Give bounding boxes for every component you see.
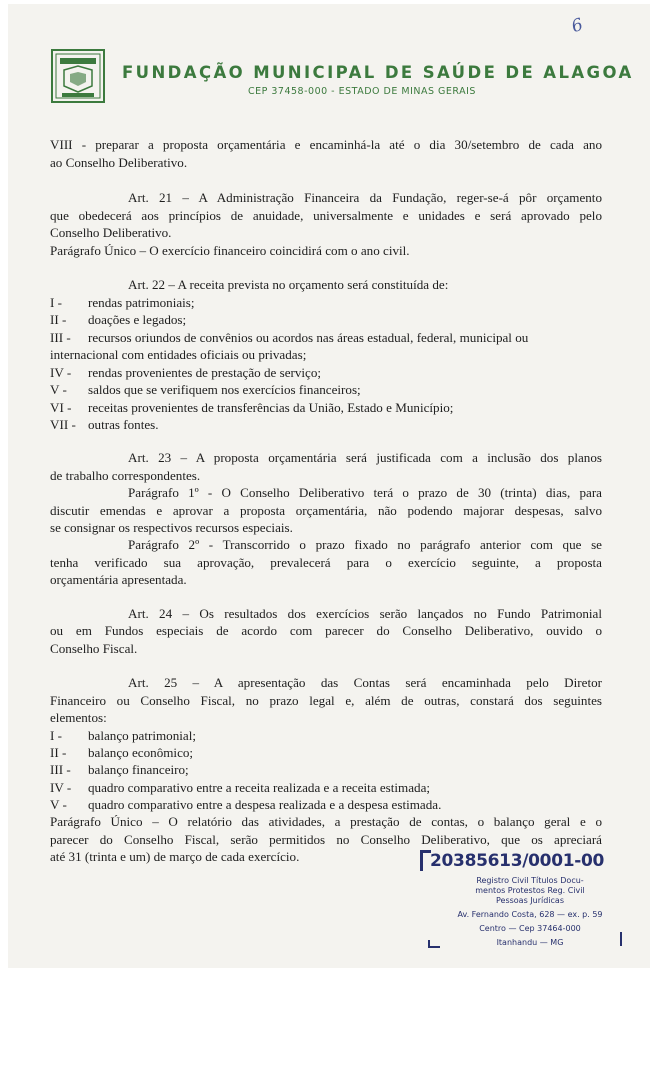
stamp-corner <box>428 940 440 948</box>
art25-paragraph-line-1: Parágrafo Único – O relatório das atividades, a prestação de contas, o balanço geral e o <box>50 814 602 829</box>
item-text: rendas patrimoniais; <box>88 295 195 310</box>
art23-par1-line-2: discutir emendas e aprovar a proposta orçamentária, não podendo majorar despesas, salvo <box>50 503 602 518</box>
stamp-line-4: Av. Fernando Costa, 628 — ex. p. 59 <box>457 910 603 919</box>
art24-line-2: ou em Fundos especiais de acordo com parecer do Conselho Deliberativo, ouvido o <box>50 623 602 638</box>
item-number: III - <box>50 330 71 345</box>
art25-line-1: Art. 25 – A apresentação das Contas será encaminhada pelo Diretor <box>128 675 602 690</box>
item-number: VII - <box>50 417 76 432</box>
art22-item-i <box>50 294 195 312</box>
stamp-line-6: Itanhandu — MG <box>496 938 564 947</box>
registry-stamp <box>420 846 634 954</box>
item-text: receitas provenientes de transferências da União, Estado e Município; <box>88 400 454 415</box>
item-text: rendas provenientes de prestação de serviço; <box>88 365 322 380</box>
page-number: 6 <box>569 14 586 38</box>
art25-item-ii <box>50 744 193 762</box>
art23-par2-line-3: orçamentária apresentada. <box>50 572 187 587</box>
art23-line-2: de trabalho correspondentes. <box>50 468 201 483</box>
stamp-line-3: Pessoas Jurídicas <box>495 896 564 905</box>
viii-line-1: VIII - preparar a proposta orçamentária e encaminhá-la até o dia 30/setembro de cada ano <box>50 137 602 152</box>
art25-item-iv <box>50 779 430 797</box>
art22-intro: Art. 22 – A receita prevista no orçamento será constituída de: <box>128 277 449 292</box>
art25-paragraph-line-3: até 31 (trinta e um) de março de cada exercício. <box>50 849 300 864</box>
art22-item-iii <box>50 329 602 347</box>
item-number: II - <box>50 745 67 760</box>
item-text: balanço econômico; <box>88 745 194 760</box>
art21-line-3: Conselho Deliberativo. <box>50 225 172 240</box>
stamp-line-5: Centro — Cep 37464-000 <box>479 924 581 933</box>
art22-item-iii-continued: internacional com entidades oficiais ou privadas; <box>50 347 307 362</box>
art25-paragraph-line-2: parecer do Conselho Fiscal, serão permitidos no Conselho Deliberativo, que os apreciará <box>50 832 602 847</box>
art23-par2-line-2: tenha verificado sua aprovação, prevalecerá para o exercício seguinte, a proposta <box>50 555 602 570</box>
item-text: saldos que se verifiquem nos exercícios financeiros; <box>88 382 361 397</box>
stamp-corner-right <box>614 932 622 946</box>
stamp-line-2: mentos Protestos Reg. Civil <box>475 886 585 895</box>
art22-item-vii <box>50 416 159 434</box>
header-subtitle: CEP 37458-000 - ESTADO DE MINAS GERAIS <box>248 86 476 97</box>
art21-line-1: Art. 21 – A Administração Financeira da Fundação, reger-se-á pôr orçamento <box>128 190 602 205</box>
item-text: recursos oriundos de convênios ou acordos nas áreas estadual, federal, municipal ou <box>88 330 529 345</box>
item-number: V - <box>50 382 67 397</box>
header-title: FUNDAÇÃO MUNICIPAL DE SAÚDE DE ALAGOA <box>122 63 634 82</box>
art25-item-iii <box>50 761 189 779</box>
art25-item-i <box>50 727 196 745</box>
item-number: IV - <box>50 365 72 380</box>
art23-line-1: Art. 23 – A proposta orçamentária será justificada com a inclusão dos planos <box>128 450 602 465</box>
viii-line-2: ao Conselho Deliberativo. <box>50 155 188 170</box>
item-text: quadro comparativo entre a receita realizada e a receita estimada; <box>88 780 431 795</box>
stamp-cnpj: 20385613/0001-00 <box>430 851 605 871</box>
item-number: I - <box>50 295 62 310</box>
item-text: doações e legados; <box>88 312 187 327</box>
item-number: II - <box>50 312 67 327</box>
art24-line-3: Conselho Fiscal. <box>50 641 138 656</box>
art23-par2-line-1: Parágrafo 2º - Transcorrido o prazo fixado no parágrafo anterior com que se <box>128 537 602 552</box>
art21-paragraph: Parágrafo Único – O exercício financeiro coincidirá com o ano civil. <box>50 243 410 258</box>
item-number: VI - <box>50 400 72 415</box>
art22-item-iv <box>50 364 321 382</box>
art23-par1-line-3: se consignar os respectivos recursos especiais. <box>50 520 293 535</box>
item-number: I - <box>50 728 62 743</box>
art24-line-1: Art. 24 – Os resultados dos exercícios serão lançados no Fundo Patrimonial <box>128 606 602 621</box>
foundation-logo-icon <box>50 48 106 104</box>
art25-item-v <box>50 796 441 814</box>
item-number: IV - <box>50 780 72 795</box>
art23-par1-line-1: Parágrafo 1º - O Conselho Deliberativo terá o prazo de 30 (trinta) dias, para <box>128 485 602 500</box>
art22-item-v <box>50 381 361 399</box>
item-text: balanço patrimonial; <box>88 728 196 743</box>
item-text: balanço financeiro; <box>88 762 189 777</box>
stamp-line-1: Registro Civil Títulos Docu- <box>476 876 584 885</box>
art25-line-3: elementos: <box>50 710 107 725</box>
art22-item-ii <box>50 311 186 329</box>
art22-item-vi <box>50 399 453 417</box>
item-text: quadro comparativo entre a despesa realizada e a despesa estimada. <box>88 797 442 812</box>
item-text: outras fontes. <box>88 417 159 432</box>
item-number: V - <box>50 797 67 812</box>
art21-line-2: que obedecerá aos princípios de anuidade, universalmente e unidades e será aprovado pelo <box>50 208 602 223</box>
item-number: III - <box>50 762 71 777</box>
art25-line-2: Financeiro ou Conselho Fiscal, no prazo legal e, além de outras, constará dos seguintes <box>50 693 602 708</box>
